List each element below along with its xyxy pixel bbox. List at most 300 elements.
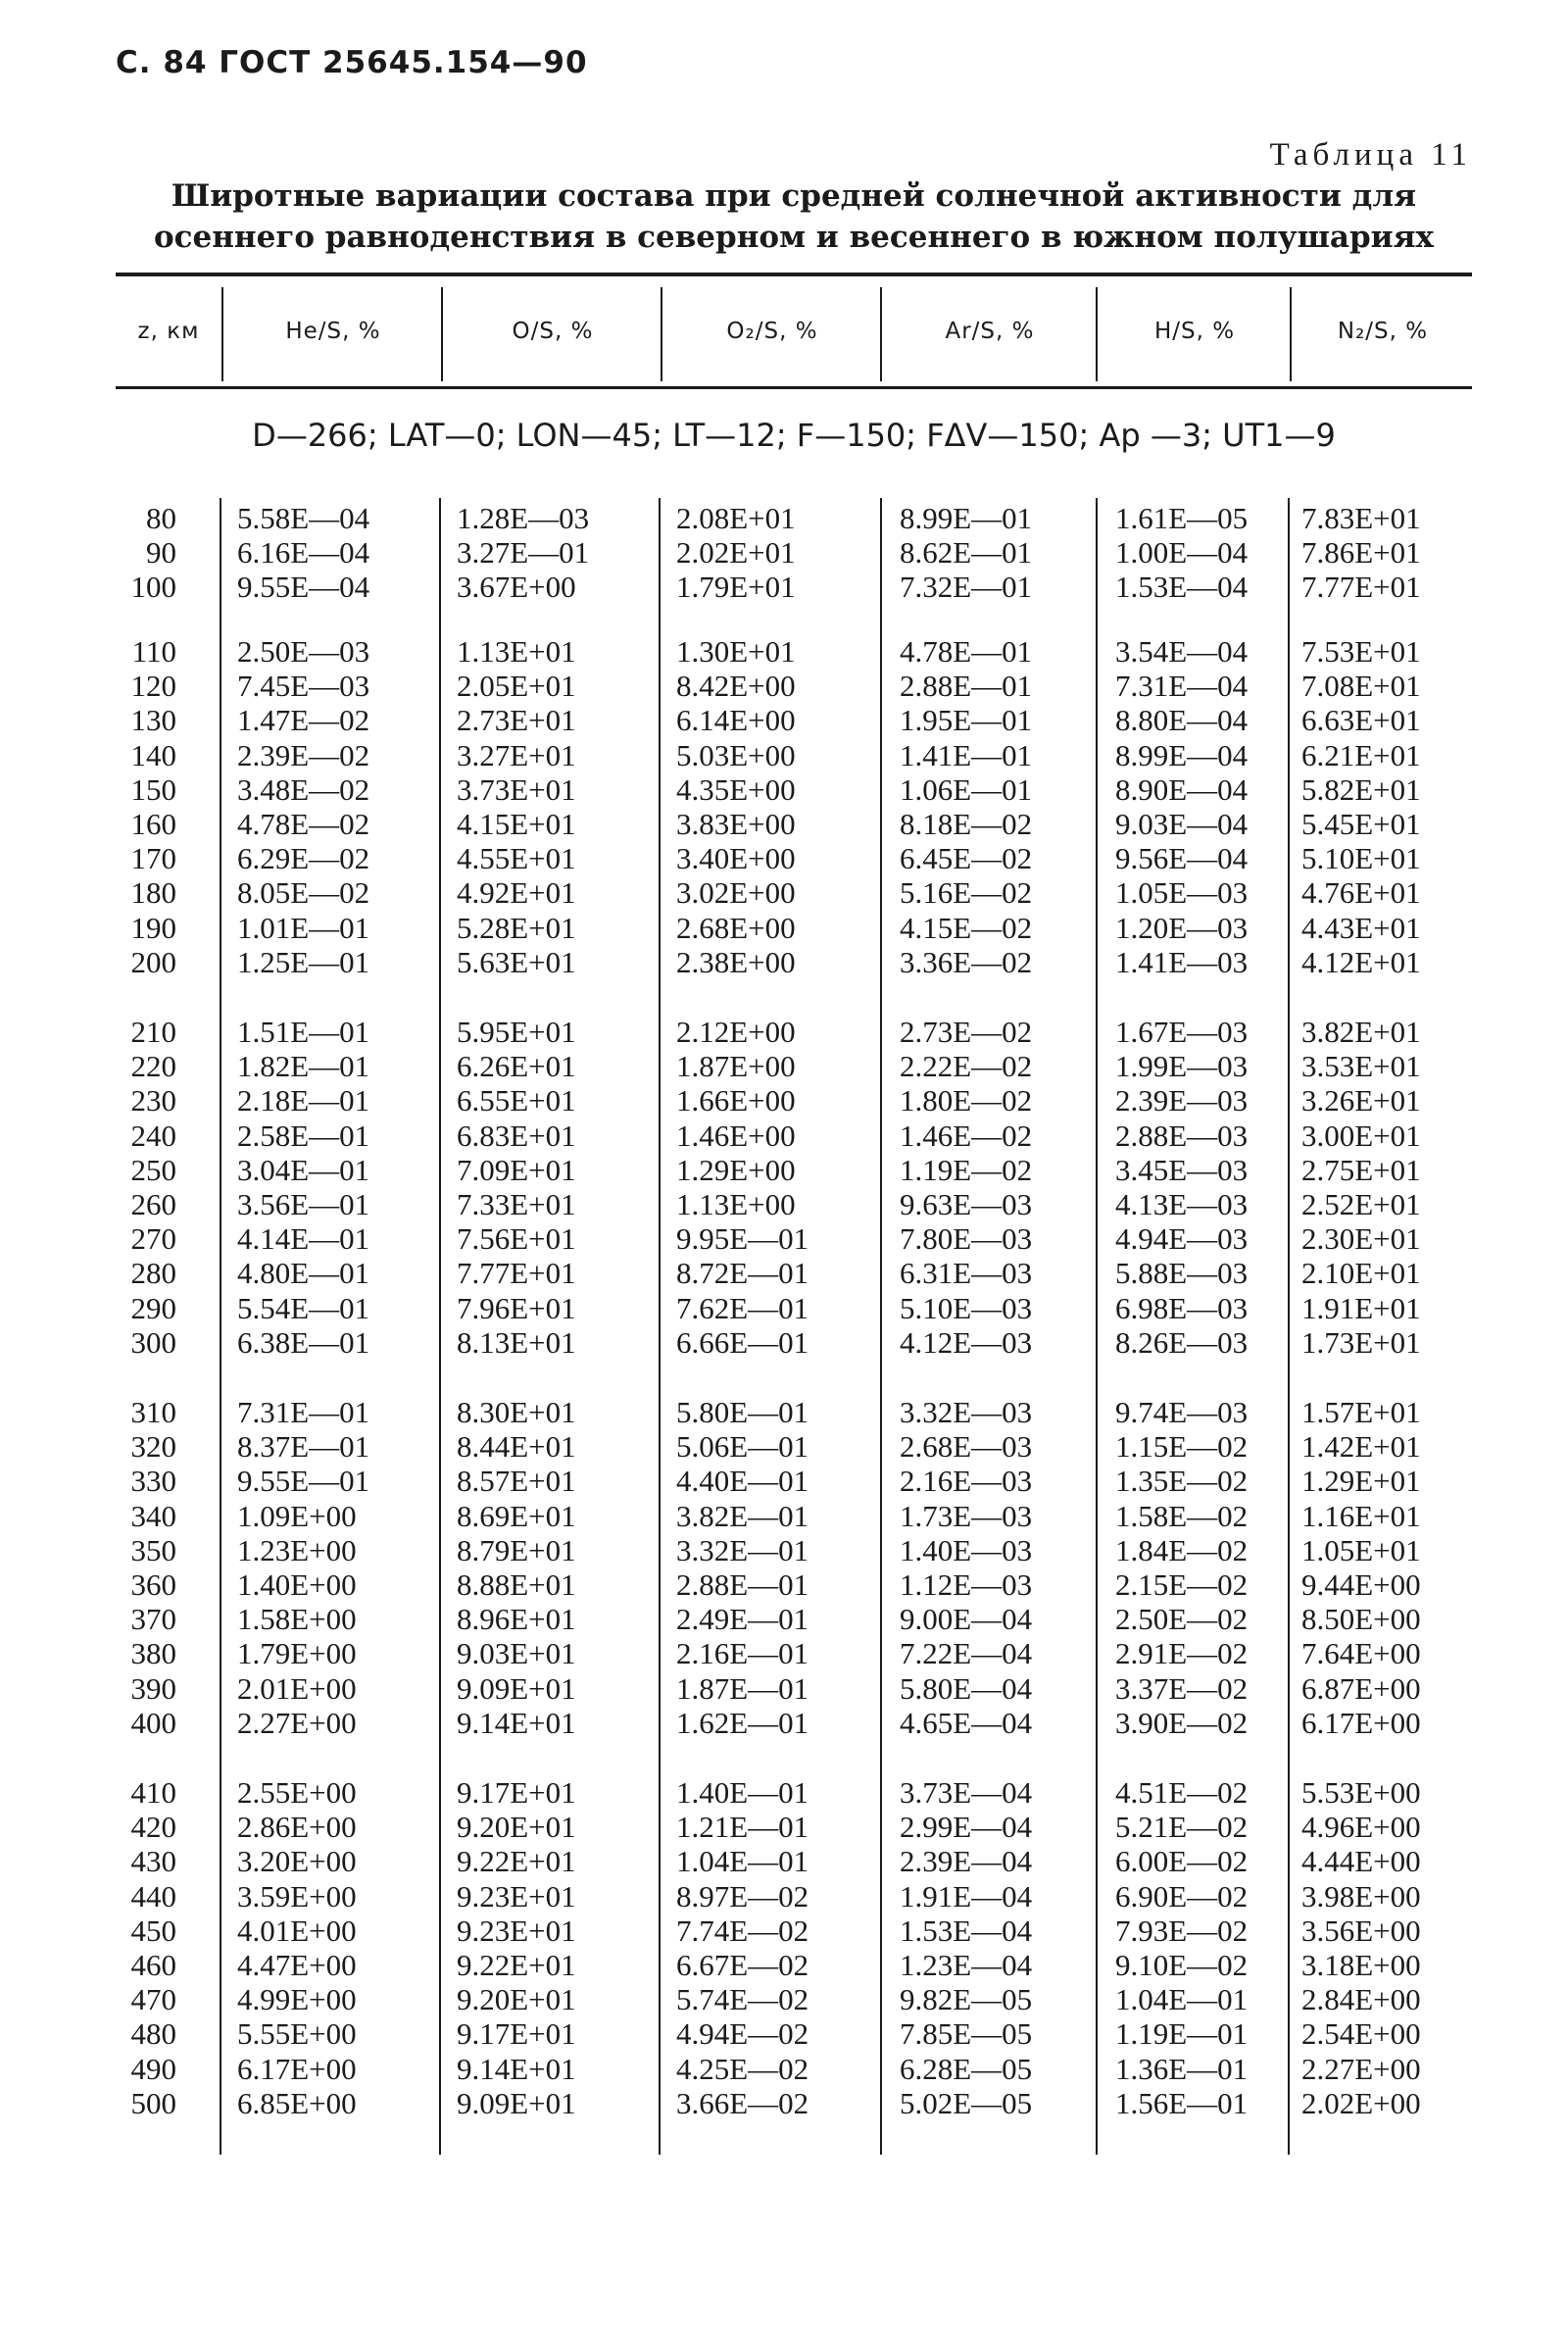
cell-o: 3.27E+01 xyxy=(457,737,576,772)
cell-ar: 8.99E—01 xyxy=(900,501,1033,535)
cell-altitude: 140 xyxy=(130,737,176,772)
cell-n2: 6.63E+01 xyxy=(1301,703,1421,738)
cell-he: 7.31E—01 xyxy=(237,1395,370,1429)
cell-o: 9.20E+01 xyxy=(457,1810,576,1845)
cell-ar: 6.28E—05 xyxy=(900,2051,1033,2086)
cell-n2: 2.54E+00 xyxy=(1301,2016,1421,2052)
cell-altitude: 130 xyxy=(130,703,176,738)
header-divider xyxy=(880,287,882,381)
table-header-rule xyxy=(116,386,1472,389)
cell-o: 7.56E+01 xyxy=(457,1221,576,1257)
table-row xyxy=(116,1015,1472,1049)
column-header-altitude: z, км xyxy=(137,319,200,344)
cell-o: 9.09E+01 xyxy=(457,1670,576,1706)
cell-o: 8.96E+01 xyxy=(457,1602,576,1637)
cell-he: 4.01E+00 xyxy=(237,1913,357,1948)
cell-h: 8.26E—03 xyxy=(1115,1324,1249,1360)
table-row xyxy=(116,1187,1472,1221)
cell-n2: 6.21E+01 xyxy=(1301,737,1421,772)
cell-he: 1.09E+00 xyxy=(237,1498,357,1533)
cell-n2: 5.10E+01 xyxy=(1301,841,1421,876)
cell-he: 1.01E—01 xyxy=(237,910,370,945)
cell-o2: 1.29E+00 xyxy=(676,1152,796,1187)
cell-altitude: 180 xyxy=(130,875,176,911)
cell-n2: 8.50E+00 xyxy=(1301,1602,1421,1637)
table-row xyxy=(116,1325,1472,1360)
cell-o: 8.44E+01 xyxy=(457,1429,576,1465)
cell-n2: 3.98E+00 xyxy=(1301,1878,1421,1914)
cell-he: 6.17E+00 xyxy=(237,2051,357,2086)
table-row xyxy=(116,911,1472,945)
cell-o2: 1.13E+00 xyxy=(676,1187,796,1221)
cell-n2: 1.05E+01 xyxy=(1301,1532,1421,1567)
cell-h: 1.20E—03 xyxy=(1115,910,1249,945)
cell-h: 1.61E—05 xyxy=(1115,501,1249,535)
cell-o2: 1.87E—01 xyxy=(676,1670,809,1706)
cell-n2: 7.64E+00 xyxy=(1301,1636,1421,1671)
cell-h: 1.00E—04 xyxy=(1115,535,1249,571)
cell-h: 3.45E—03 xyxy=(1115,1152,1249,1187)
cell-o2: 2.49E—01 xyxy=(676,1602,809,1637)
cell-altitude: 250 xyxy=(130,1152,176,1187)
table-row xyxy=(116,1118,1472,1153)
cell-h: 9.74E—03 xyxy=(1115,1395,1249,1429)
cell-ar: 1.23E—04 xyxy=(900,1948,1033,1982)
cell-o: 4.55E+01 xyxy=(457,841,576,876)
cell-he: 4.14E—01 xyxy=(237,1221,370,1257)
cell-o2: 2.08E+01 xyxy=(676,501,796,535)
column-header-n2: N₂/S, % xyxy=(1337,319,1429,344)
cell-o2: 1.30E+01 xyxy=(676,634,796,669)
table-top-rule xyxy=(116,273,1472,276)
cell-h: 2.91E—02 xyxy=(1115,1636,1249,1671)
cell-altitude: 210 xyxy=(130,1015,176,1049)
cell-altitude: 380 xyxy=(130,1636,176,1671)
cell-n2: 2.84E+00 xyxy=(1301,1982,1421,2017)
cell-he: 2.50E—03 xyxy=(237,634,370,669)
cell-o: 8.69E+01 xyxy=(457,1498,576,1533)
cell-n2: 7.08E+01 xyxy=(1301,669,1421,704)
cell-he: 2.01E+00 xyxy=(237,1670,357,1706)
cell-he: 2.86E+00 xyxy=(237,1810,357,1845)
cell-h: 1.58E—02 xyxy=(1115,1498,1249,1533)
table-label: Таблица 11 xyxy=(1269,137,1472,173)
cell-h: 1.67E—03 xyxy=(1115,1015,1249,1049)
cell-n2: 3.56E+00 xyxy=(1301,1913,1421,1948)
cell-altitude: 80 xyxy=(146,501,176,535)
cell-he: 5.55E+00 xyxy=(237,2016,357,2052)
cell-o: 9.17E+01 xyxy=(457,2016,576,2052)
cell-he: 6.85E+00 xyxy=(237,2085,357,2120)
cell-n2: 1.73E+01 xyxy=(1301,1324,1421,1360)
cell-n2: 1.29E+01 xyxy=(1301,1464,1421,1499)
table-row xyxy=(116,1706,1472,1740)
cell-o: 6.55E+01 xyxy=(457,1083,576,1118)
cell-n2: 3.26E+01 xyxy=(1301,1083,1421,1118)
cell-h: 9.10E—02 xyxy=(1115,1948,1249,1982)
cell-o: 8.79E+01 xyxy=(457,1532,576,1567)
cell-he: 1.82E—01 xyxy=(237,1049,370,1084)
cell-altitude: 410 xyxy=(130,1775,176,1810)
cell-o2: 1.46E+00 xyxy=(676,1118,796,1153)
table-row xyxy=(116,1533,1472,1567)
cell-he: 1.23E+00 xyxy=(237,1532,357,1567)
cell-n2: 5.45E+01 xyxy=(1301,807,1421,841)
table-header-row xyxy=(116,277,1472,385)
table-row xyxy=(116,1636,1472,1670)
cell-o: 4.15E+01 xyxy=(457,807,576,841)
cell-h: 8.90E—04 xyxy=(1115,771,1249,807)
cell-ar: 1.19E—02 xyxy=(900,1152,1033,1187)
cell-o2: 2.38E+00 xyxy=(676,944,796,979)
cell-ar: 4.15E—02 xyxy=(900,910,1033,945)
table-row xyxy=(116,841,1472,875)
cell-ar: 2.16E—03 xyxy=(900,1464,1033,1499)
cell-he: 7.45E—03 xyxy=(237,669,370,704)
cell-h: 6.90E—02 xyxy=(1115,1878,1249,1914)
cell-altitude: 420 xyxy=(130,1810,176,1845)
cell-o: 3.27E—01 xyxy=(457,535,590,571)
table-row xyxy=(116,1395,1472,1429)
cell-o: 6.26E+01 xyxy=(457,1049,576,1084)
cell-ar: 2.99E—04 xyxy=(900,1810,1033,1845)
cell-n2: 4.76E+01 xyxy=(1301,875,1421,911)
cell-o2: 5.80E—01 xyxy=(676,1395,809,1429)
cell-ar: 2.88E—01 xyxy=(900,669,1033,704)
table-row xyxy=(116,535,1472,570)
table-row xyxy=(116,570,1472,604)
table-caption-line-2: осеннего равноденствия в северном и весеннего в южном полушариях xyxy=(153,220,1435,255)
cell-ar: 1.91E—04 xyxy=(900,1878,1033,1914)
cell-ar: 1.40E—03 xyxy=(900,1532,1033,1567)
cell-altitude: 160 xyxy=(130,807,176,841)
column-header-ar: Ar/S, % xyxy=(945,319,1035,344)
cell-ar: 4.12E—03 xyxy=(900,1324,1033,1360)
cell-o: 8.88E+01 xyxy=(457,1567,576,1602)
cell-ar: 7.85E—05 xyxy=(900,2016,1033,2052)
cell-n2: 4.43E+01 xyxy=(1301,910,1421,945)
cell-o2: 4.94E—02 xyxy=(676,2016,809,2052)
cell-h: 3.37E—02 xyxy=(1115,1670,1249,1706)
cell-o2: 1.21E—01 xyxy=(676,1810,809,1845)
cell-ar: 9.00E—04 xyxy=(900,1602,1033,1637)
cell-h: 1.84E—02 xyxy=(1115,1532,1249,1567)
cell-o2: 3.02E+00 xyxy=(676,875,796,911)
cell-he: 5.54E—01 xyxy=(237,1290,370,1325)
cell-o: 5.63E+01 xyxy=(457,944,576,979)
cell-altitude: 150 xyxy=(130,771,176,807)
table-row xyxy=(116,703,1472,737)
cell-n2: 7.53E+01 xyxy=(1301,634,1421,669)
cell-o: 5.28E+01 xyxy=(457,910,576,945)
column-header-o: O/S, % xyxy=(512,319,594,344)
table-row xyxy=(116,1291,1472,1325)
cell-o2: 5.06E—01 xyxy=(676,1429,809,1465)
cell-ar: 7.22E—04 xyxy=(900,1636,1033,1671)
cell-o2: 4.35E+00 xyxy=(676,771,796,807)
cell-ar: 5.16E—02 xyxy=(900,875,1033,911)
column-header-he: He/S, % xyxy=(285,319,381,344)
cell-altitude: 480 xyxy=(130,2016,176,2052)
cell-n2: 9.44E+00 xyxy=(1301,1567,1421,1602)
cell-ar: 1.41E—01 xyxy=(900,737,1033,772)
cell-h: 1.36E—01 xyxy=(1115,2051,1249,2086)
cell-o2: 2.12E+00 xyxy=(676,1015,796,1049)
cell-ar: 6.45E—02 xyxy=(900,841,1033,876)
cell-he: 9.55E—04 xyxy=(237,570,370,605)
cell-o2: 5.03E+00 xyxy=(676,737,796,772)
cell-h: 3.90E—02 xyxy=(1115,1705,1249,1740)
table-row xyxy=(116,1948,1472,1982)
cell-h: 1.35E—02 xyxy=(1115,1464,1249,1499)
table-row xyxy=(116,1049,1472,1083)
cell-ar: 5.02E—05 xyxy=(900,2085,1033,2120)
cell-n2: 2.52E+01 xyxy=(1301,1187,1421,1221)
cell-n2: 2.10E+01 xyxy=(1301,1256,1421,1291)
cell-altitude: 240 xyxy=(130,1118,176,1153)
cell-he: 1.51E—01 xyxy=(237,1015,370,1049)
cell-n2: 3.18E+00 xyxy=(1301,1948,1421,1982)
table-row xyxy=(116,2086,1472,2120)
cell-ar: 3.36E—02 xyxy=(900,944,1033,979)
cell-o2: 3.66E—02 xyxy=(676,2085,809,2120)
cell-h: 1.15E—02 xyxy=(1115,1429,1249,1465)
cell-he: 6.38E—01 xyxy=(237,1324,370,1360)
cell-o: 9.23E+01 xyxy=(457,1913,576,1948)
cell-h: 6.98E—03 xyxy=(1115,1290,1249,1325)
cell-n2: 1.16E+01 xyxy=(1301,1498,1421,1533)
cell-he: 4.99E+00 xyxy=(237,1982,357,2017)
cell-o2: 2.68E+00 xyxy=(676,910,796,945)
cell-o: 9.17E+01 xyxy=(457,1775,576,1810)
table-row xyxy=(116,1879,1472,1914)
column-header-o2: O₂/S, % xyxy=(726,319,818,344)
cell-altitude: 500 xyxy=(130,2085,176,2120)
cell-o2: 6.14E+00 xyxy=(676,703,796,738)
cell-h: 3.54E—04 xyxy=(1115,634,1249,669)
cell-he: 4.78E—02 xyxy=(237,807,370,841)
cell-ar: 1.06E—01 xyxy=(900,771,1033,807)
cell-o: 9.03E+01 xyxy=(457,1636,576,1671)
header-divider xyxy=(661,287,662,381)
cell-o2: 9.95E—01 xyxy=(676,1221,809,1257)
cell-n2: 4.12E+01 xyxy=(1301,944,1421,979)
cell-h: 2.39E—03 xyxy=(1115,1083,1249,1118)
cell-o2: 1.66E+00 xyxy=(676,1083,796,1118)
cell-o2: 8.72E—01 xyxy=(676,1256,809,1291)
cell-he: 3.48E—02 xyxy=(237,771,370,807)
cell-n2: 2.02E+00 xyxy=(1301,2085,1421,2120)
cell-o2: 6.66E—01 xyxy=(676,1324,809,1360)
cell-h: 6.00E—02 xyxy=(1115,1844,1249,1879)
cell-he: 6.29E—02 xyxy=(237,841,370,876)
cell-n2: 2.27E+00 xyxy=(1301,2051,1421,2086)
cell-o: 9.09E+01 xyxy=(457,2085,576,2120)
cell-o: 7.09E+01 xyxy=(457,1152,576,1187)
cell-ar: 2.22E—02 xyxy=(900,1049,1033,1084)
cell-altitude: 370 xyxy=(130,1602,176,1637)
cell-h: 1.56E—01 xyxy=(1115,2085,1249,2120)
cell-o: 2.73E+01 xyxy=(457,703,576,738)
table-row xyxy=(116,2016,1472,2051)
table-row xyxy=(116,1810,1472,1844)
cell-he: 2.55E+00 xyxy=(237,1775,357,1810)
cell-altitude: 440 xyxy=(130,1878,176,1914)
cell-o2: 3.82E—01 xyxy=(676,1498,809,1533)
cell-ar: 9.82E—05 xyxy=(900,1982,1033,2017)
cell-ar: 1.73E—03 xyxy=(900,1498,1033,1533)
cell-he: 1.79E+00 xyxy=(237,1636,357,1671)
cell-o2: 4.40E—01 xyxy=(676,1464,809,1499)
cell-h: 7.31E—04 xyxy=(1115,669,1249,704)
cell-n2: 2.30E+01 xyxy=(1301,1221,1421,1257)
cell-altitude: 200 xyxy=(130,944,176,979)
cell-ar: 1.12E—03 xyxy=(900,1567,1033,1602)
cell-h: 4.94E—03 xyxy=(1115,1221,1249,1257)
cell-h: 8.80E—04 xyxy=(1115,703,1249,738)
table-row xyxy=(116,1256,1472,1290)
table-row xyxy=(116,1844,1472,1878)
cell-n2: 3.00E+01 xyxy=(1301,1118,1421,1153)
cell-ar: 2.68E—03 xyxy=(900,1429,1033,1465)
cell-altitude: 170 xyxy=(130,841,176,876)
cell-n2: 4.96E+00 xyxy=(1301,1810,1421,1845)
cell-o2: 3.32E—01 xyxy=(676,1532,809,1567)
table-row xyxy=(116,1221,1472,1256)
cell-altitude: 100 xyxy=(130,570,176,605)
cell-n2: 1.91E+01 xyxy=(1301,1290,1421,1325)
cell-o: 1.28E—03 xyxy=(457,501,590,535)
cell-o: 9.22E+01 xyxy=(457,1844,576,1879)
cell-ar: 2.73E—02 xyxy=(900,1015,1033,1049)
cell-n2: 2.75E+01 xyxy=(1301,1152,1421,1187)
cell-he: 8.05E—02 xyxy=(237,875,370,911)
header-divider xyxy=(221,287,223,381)
cell-n2: 1.57E+01 xyxy=(1301,1395,1421,1429)
cell-o2: 3.40E+00 xyxy=(676,841,796,876)
cell-altitude: 430 xyxy=(130,1844,176,1879)
cell-h: 9.03E—04 xyxy=(1115,807,1249,841)
cell-altitude: 230 xyxy=(130,1083,176,1118)
cell-o: 8.57E+01 xyxy=(457,1464,576,1499)
cell-altitude: 300 xyxy=(130,1324,176,1360)
table-row xyxy=(116,945,1472,979)
cell-h: 1.19E—01 xyxy=(1115,2016,1249,2052)
table-row xyxy=(116,772,1472,807)
table-row xyxy=(116,807,1472,841)
cell-h: 1.99E—03 xyxy=(1115,1049,1249,1084)
cell-o2: 2.02E+01 xyxy=(676,535,796,571)
cell-h: 1.05E—03 xyxy=(1115,875,1249,911)
cell-o: 4.92E+01 xyxy=(457,875,576,911)
cell-n2: 1.42E+01 xyxy=(1301,1429,1421,1465)
cell-o: 3.67E+00 xyxy=(457,570,576,605)
cell-he: 2.39E—02 xyxy=(237,737,370,772)
cell-n2: 3.53E+01 xyxy=(1301,1049,1421,1084)
cell-o2: 5.74E—02 xyxy=(676,1982,809,2017)
cell-he: 2.27E+00 xyxy=(237,1705,357,1740)
cell-altitude: 390 xyxy=(130,1670,176,1706)
cell-ar: 3.32E—03 xyxy=(900,1395,1033,1429)
cell-n2: 6.87E+00 xyxy=(1301,1670,1421,1706)
cell-o2: 2.88E—01 xyxy=(676,1567,809,1602)
table-row xyxy=(116,2052,1472,2086)
column-header-h: H/S, % xyxy=(1153,319,1236,344)
cell-o: 9.14E+01 xyxy=(457,1705,576,1740)
table-row xyxy=(116,1153,1472,1187)
cell-altitude: 340 xyxy=(130,1498,176,1533)
cell-n2: 4.44E+00 xyxy=(1301,1844,1421,1879)
cell-altitude: 400 xyxy=(130,1705,176,1740)
cell-o2: 1.87E+00 xyxy=(676,1049,796,1084)
cell-ar: 6.31E—03 xyxy=(900,1256,1033,1291)
cell-o2: 3.83E+00 xyxy=(676,807,796,841)
table-row xyxy=(116,875,1472,910)
cell-o: 3.73E+01 xyxy=(457,771,576,807)
cell-he: 3.20E+00 xyxy=(237,1844,357,1879)
cell-h: 2.88E—03 xyxy=(1115,1118,1249,1153)
cell-h: 8.99E—04 xyxy=(1115,737,1249,772)
cell-altitude: 110 xyxy=(131,634,176,669)
cell-ar: 2.39E—04 xyxy=(900,1844,1033,1879)
cell-he: 3.56E—01 xyxy=(237,1187,370,1221)
cell-h: 9.56E—04 xyxy=(1115,841,1249,876)
cell-ar: 1.53E—04 xyxy=(900,1913,1033,1948)
cell-he: 1.47E—02 xyxy=(237,703,370,738)
cell-he: 2.58E—01 xyxy=(237,1118,370,1153)
cell-altitude: 310 xyxy=(130,1395,176,1429)
cell-o: 9.22E+01 xyxy=(457,1948,576,1982)
cell-o: 8.30E+01 xyxy=(457,1395,576,1429)
cell-he: 1.25E—01 xyxy=(237,944,370,979)
cell-ar: 1.46E—02 xyxy=(900,1118,1033,1153)
page-header: С. 84 ГОСТ 25645.154—90 xyxy=(116,45,588,80)
cell-o: 9.20E+01 xyxy=(457,1982,576,2017)
cell-o: 7.33E+01 xyxy=(457,1187,576,1221)
cell-altitude: 490 xyxy=(130,2051,176,2086)
cell-altitude: 460 xyxy=(130,1948,176,1982)
table-row xyxy=(116,1083,1472,1118)
cell-h: 5.21E—02 xyxy=(1115,1810,1249,1845)
cell-n2: 7.86E+01 xyxy=(1301,535,1421,571)
cell-o2: 1.79E+01 xyxy=(676,570,796,605)
cell-o2: 2.16E—01 xyxy=(676,1636,809,1671)
cell-h: 7.93E—02 xyxy=(1115,1913,1249,1948)
cell-ar: 1.80E—02 xyxy=(900,1083,1033,1118)
cell-n2: 3.82E+01 xyxy=(1301,1015,1421,1049)
cell-n2: 7.77E+01 xyxy=(1301,570,1421,605)
header-divider xyxy=(441,287,443,381)
cell-he: 6.16E—04 xyxy=(237,535,370,571)
cell-altitude: 220 xyxy=(130,1049,176,1084)
cell-altitude: 360 xyxy=(130,1567,176,1602)
cell-he: 9.55E—01 xyxy=(237,1464,370,1499)
cell-h: 2.50E—02 xyxy=(1115,1602,1249,1637)
cell-o: 1.13E+01 xyxy=(457,634,576,669)
table-row xyxy=(116,1914,1472,1948)
cell-ar: 4.78E—01 xyxy=(900,634,1033,669)
cell-o: 2.05E+01 xyxy=(457,669,576,704)
cell-h: 5.88E—03 xyxy=(1115,1256,1249,1291)
cell-o2: 1.04E—01 xyxy=(676,1844,809,1879)
table-row xyxy=(116,1671,1472,1706)
cell-altitude: 270 xyxy=(130,1221,176,1257)
cell-o: 9.14E+01 xyxy=(457,2051,576,2086)
table-row xyxy=(116,1567,1472,1602)
cell-o2: 7.74E—02 xyxy=(676,1913,809,1948)
cell-n2: 5.53E+00 xyxy=(1301,1775,1421,1810)
cell-altitude: 120 xyxy=(130,669,176,704)
